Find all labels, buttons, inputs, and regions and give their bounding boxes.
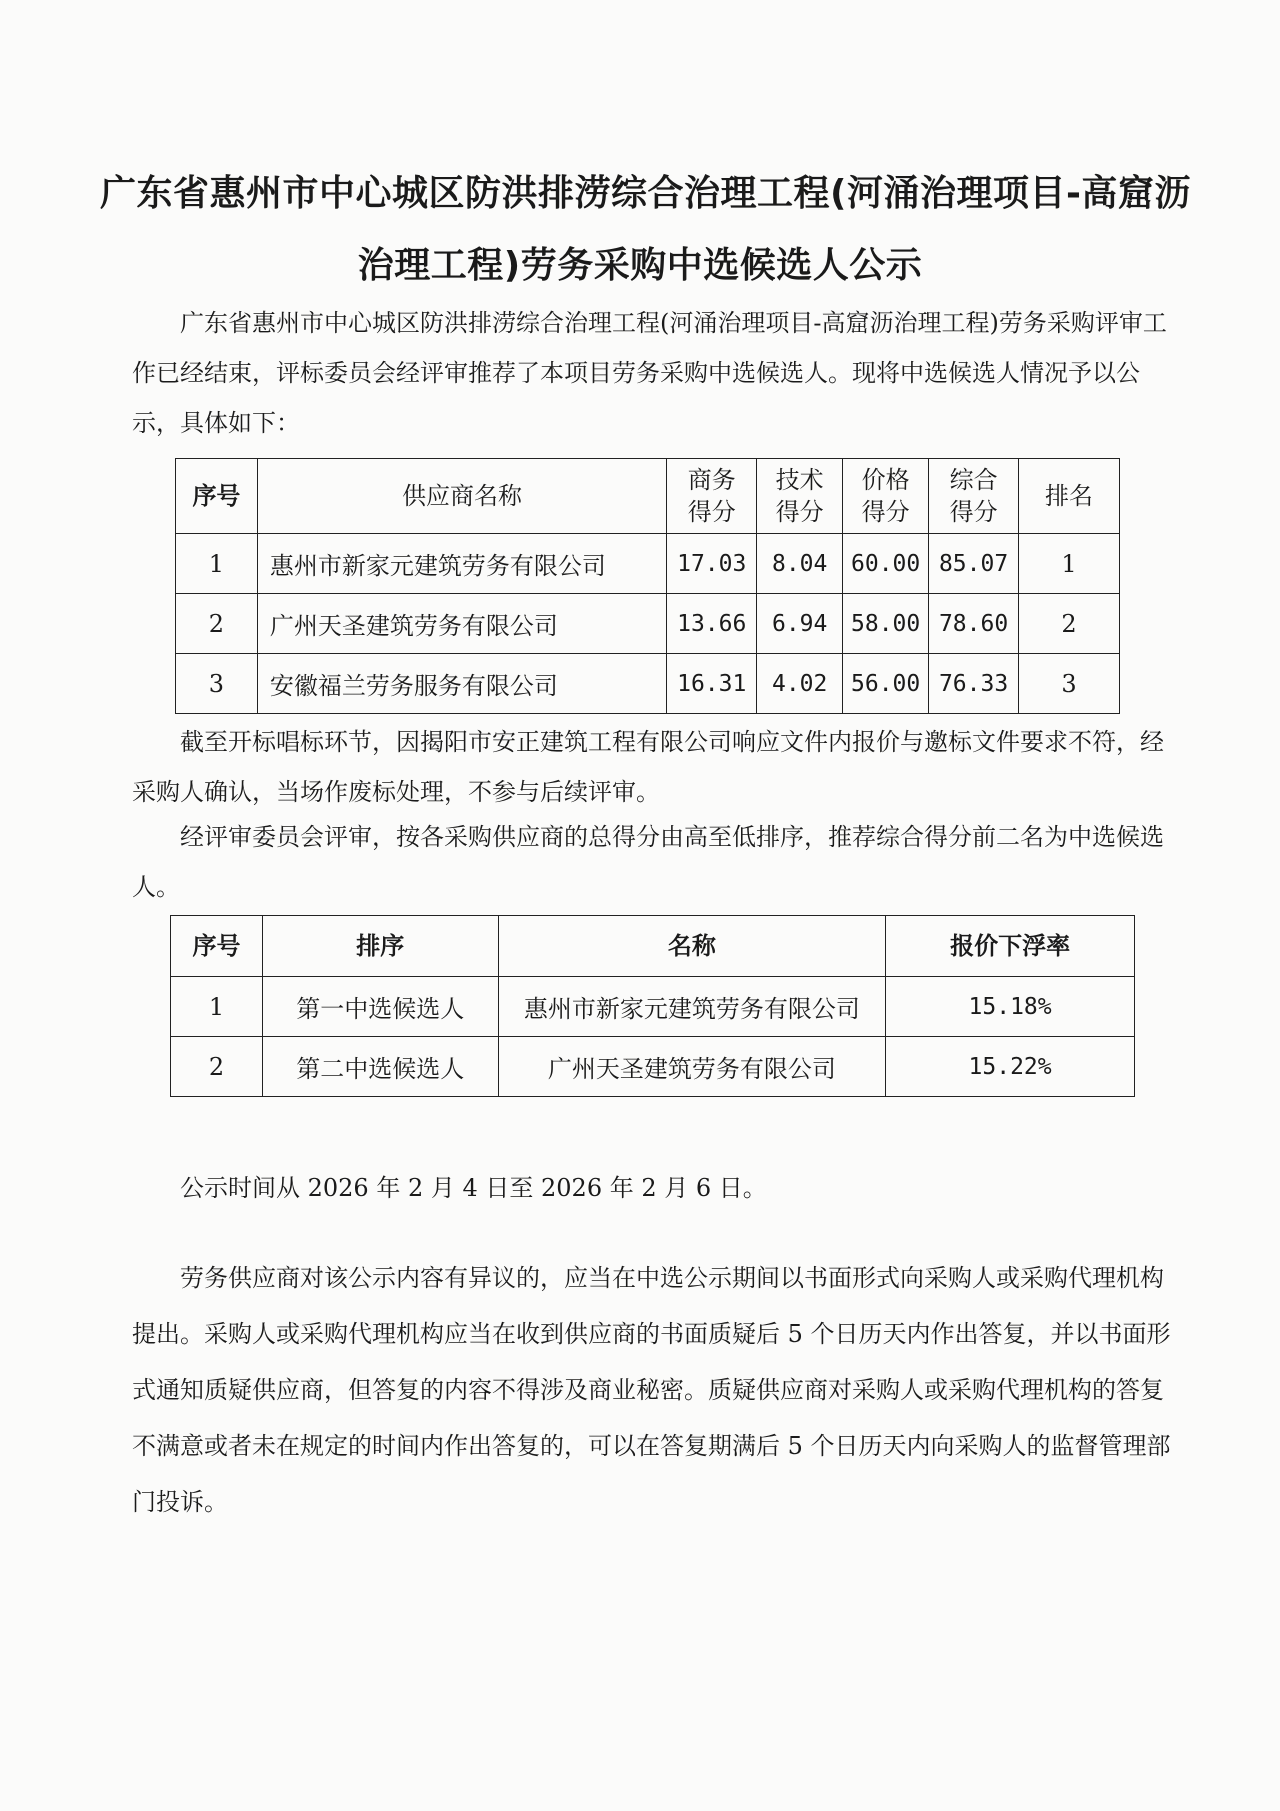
row-rank: 2 bbox=[1019, 594, 1120, 654]
row-supplier: 广州天圣建筑劳务有限公司 bbox=[257, 594, 666, 654]
row-total: 78.60 bbox=[929, 594, 1019, 654]
header-discount: 报价下浮率 bbox=[886, 916, 1135, 977]
table-row bbox=[176, 534, 1120, 594]
header-total: 综合 得分 bbox=[929, 459, 1019, 534]
row-business: 17.03 bbox=[667, 534, 757, 594]
period-paragraph: 公示时间从 2026 年 2 月 4 日至 2026 年 2 月 6 日。 bbox=[180, 1174, 767, 1202]
row-no: 2 bbox=[176, 594, 258, 654]
header-rank: 排名 bbox=[1019, 459, 1120, 534]
row-tech: 4.02 bbox=[757, 654, 843, 714]
header-supplier: 供应商名称 bbox=[257, 459, 666, 534]
row-no: 3 bbox=[176, 654, 258, 714]
row-total: 85.07 bbox=[929, 534, 1019, 594]
intro-paragraph: 广东省惠州市中心城区防洪排涝综合治理工程(河涌治理项目-高窟沥治理工程)劳务采购评审工作已经结束，评标委员会经评审推荐了本项目劳务采购中选候选人。现将中选候选人情况予以公示，具体如下： bbox=[132, 309, 1167, 437]
header-price: 价格 得分 bbox=[843, 459, 929, 534]
row-tech: 6.94 bbox=[757, 594, 843, 654]
row-no: 1 bbox=[171, 977, 263, 1037]
header-business: 商务 得分 bbox=[667, 459, 757, 534]
row-business: 16.31 bbox=[667, 654, 757, 714]
header-no: 序号 bbox=[171, 916, 263, 977]
title-line-1: 广东省惠州市中心城区防洪排涝综合治理工程(河涌治理项目-高窟沥 bbox=[100, 173, 1191, 214]
row-no: 2 bbox=[171, 1037, 263, 1097]
row-supplier: 安徽福兰劳务服务有限公司 bbox=[257, 654, 666, 714]
rank-table-header bbox=[171, 916, 1135, 977]
row-discount: 15.22% bbox=[886, 1037, 1135, 1097]
table-row bbox=[176, 654, 1120, 714]
header-name: 名称 bbox=[498, 916, 886, 977]
header-no: 序号 bbox=[176, 459, 258, 534]
row-name: 广州天圣建筑劳务有限公司 bbox=[498, 1037, 886, 1097]
row-price: 56.00 bbox=[843, 654, 929, 714]
row-order: 第一中选候选人 bbox=[262, 977, 498, 1037]
row-tech: 8.04 bbox=[757, 534, 843, 594]
row-name: 惠州市新家元建筑劳务有限公司 bbox=[498, 977, 886, 1037]
row-total: 76.33 bbox=[929, 654, 1019, 714]
header-tech: 技术 得分 bbox=[757, 459, 843, 534]
row-rank: 3 bbox=[1019, 654, 1120, 714]
row-business: 13.66 bbox=[667, 594, 757, 654]
row-rank: 1 bbox=[1019, 534, 1120, 594]
row-discount: 15.18% bbox=[886, 977, 1135, 1037]
row-price: 60.00 bbox=[843, 534, 929, 594]
score-table bbox=[175, 458, 1120, 714]
page-title bbox=[100, 158, 1191, 302]
table-row bbox=[171, 977, 1135, 1037]
void-bid-paragraph: 截至开标唱标环节，因揭阳市安正建筑工程有限公司响应文件内报价与邀标文件要求不符，经采购人确认，当场作废标处理，不参与后续评审。 bbox=[132, 728, 1164, 806]
row-no: 1 bbox=[176, 534, 258, 594]
title-line-2: 治理工程)劳务采购中选候选人公示 bbox=[357, 245, 923, 286]
score-table-header bbox=[176, 459, 1120, 534]
row-supplier: 惠州市新家元建筑劳务有限公司 bbox=[257, 534, 666, 594]
table-row bbox=[176, 594, 1120, 654]
method-paragraph: 经评审委员会评审，按各采购供应商的总得分由高至低排序，推荐综合得分前二名为中选候选人。 bbox=[132, 823, 1164, 901]
row-order: 第二中选候选人 bbox=[262, 1037, 498, 1097]
header-order: 排序 bbox=[262, 916, 498, 977]
row-price: 58.00 bbox=[843, 594, 929, 654]
rank-table bbox=[170, 915, 1135, 1097]
objection-paragraph: 劳务供应商对该公示内容有异议的，应当在中选公示期间以书面形式向采购人或采购代理机构提出。采购人或采购代理机构应当在收到供应商的书面质疑后 5 个日历天内作出答复，并以书面形式通知质疑供应商，但答复的内容不得涉及商业秘密。质疑供应商对采购人或采购代理机构的答复不满意或者未在规定的时间内作出答复的，可以在答复期满后 5 个日历天内向采购人的监督管理部门投诉。 bbox=[132, 1264, 1171, 1516]
table-row bbox=[171, 1037, 1135, 1097]
